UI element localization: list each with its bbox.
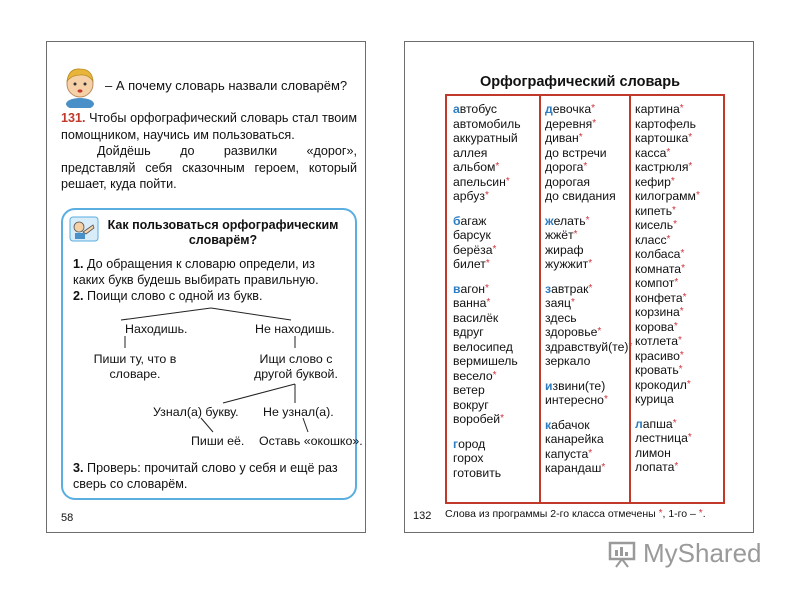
dictionary-word [453,369,521,384]
footnote-end: . [702,508,706,520]
word-first-letter: з [545,281,552,296]
word-rest: звини(те) [552,378,606,393]
dictionary-word [453,437,521,452]
word-star-mark: * [591,103,596,114]
word-star-mark: * [672,204,676,216]
word-first-letter: а [453,131,460,145]
word-rest: друг [459,325,484,339]
word-rest: жёт [553,228,574,242]
word-rest: оробей [459,412,501,426]
word-star-mark: * [484,190,489,201]
word-rest: ород [458,436,486,451]
word-first-letter: б [453,257,460,271]
howto-box [61,208,363,500]
dictionary-word [453,102,521,117]
word-first-letter: з [545,310,551,325]
dictionary-word [453,146,521,161]
dictionary-word [453,466,521,481]
word-first-letter: г [453,451,458,465]
dictionary-word [635,363,700,378]
dictionary-word [635,175,700,190]
dictionary-word [453,354,521,369]
word-star-mark: * [492,243,497,255]
word-rest: втобус [459,102,497,116]
word-first-letter: д [545,174,553,189]
word-rest: кастрюля [635,160,689,174]
word-star-mark: * [686,378,691,390]
word-star-mark: * [674,461,679,472]
dictionary-word [635,102,700,117]
word-first-letter: з [545,339,551,354]
word-first-letter: г [453,465,458,480]
dictionary-word [635,392,700,407]
word-rest: конфета [635,290,683,305]
word-star-mark: * [695,190,700,201]
word-first-letter: д [545,145,553,160]
word-star-mark: * [495,161,500,172]
word-rest: ермишель [459,354,518,368]
question-text: – А почему словарь назвали словарём? [105,78,348,93]
dictionary-word [635,431,700,446]
word-star-mark: * [628,340,633,352]
word-rest: дравствуй(те) [550,339,629,354]
word-rest: красиво [635,348,680,363]
dictionary-word [453,282,521,297]
word-rest: арсук [459,228,491,242]
word-first-letter: к [545,446,551,461]
word-rest: ужжит [553,257,589,271]
boy-avatar-icon [61,64,99,108]
word-first-letter: в [453,383,460,397]
word-first-letter: б [453,228,460,242]
word-rest: имон [642,445,671,460]
word-first-letter: в [453,310,460,325]
dictionary-word [545,296,632,311]
word-rest: десь [550,310,577,325]
exercise-line1: Чтобы орфографический словарь стал твоим помощником, научись им пользоваться. [61,111,357,142]
word-first-letter: л [635,460,643,474]
word-rest: еркало [550,354,591,368]
dictionary-word [453,383,521,398]
dictionary-word [545,160,632,175]
word-rest: нтересно [551,393,604,407]
exercise-line2: Дойдёшь до развилки «дорог», представляй себя сказочным героем, который решает, куда пойти. [61,144,357,191]
word-star-mark: * [583,161,588,172]
word-star-mark: * [681,262,685,274]
word-first-letter: ж [545,228,554,242]
dictionary-word [545,243,632,258]
word-star-mark: * [485,258,490,269]
word-first-letter: а [453,174,460,189]
dictionary-word [545,461,632,476]
word-rest: кефир [635,174,671,189]
word-star-mark: * [666,233,671,245]
exercise-text [61,110,357,193]
word-rest: елосипед [459,339,513,354]
word-star-mark: * [682,291,687,303]
dictionary-word [635,247,700,262]
dictionary-word [545,311,632,326]
column-divider-1 [539,96,541,502]
node-learned-letter: Узнал(а) букву. [153,405,239,419]
dictionary-word [635,305,700,320]
word-first-letter: к [545,461,551,475]
word-rest: крокодил [635,377,687,392]
word-rest: апуста [550,446,589,461]
word-star-mark: * [588,282,593,294]
word-rest: доровье [550,325,598,339]
dictionary-word [635,291,700,306]
word-first-letter: б [453,213,461,228]
word-rest: иван [552,131,579,145]
word-first-letter: ж [545,257,554,271]
word-rest: еревня [552,116,593,131]
node-write-as-dictionary: Пиши ту, что в словаре. [93,352,177,381]
right-page [404,41,754,533]
dictionary-word [545,189,632,204]
dictionary-word [545,393,632,408]
dictionary-word [545,340,632,355]
word-first-letter: в [453,296,460,310]
word-rest: абачок [551,417,590,432]
word-star-mark: * [678,335,682,346]
word-rest: ерёза [459,242,493,257]
word-rest: евочка [552,102,592,116]
dictionary-word [635,131,700,146]
word-first-letter: д [545,131,553,145]
left-page [46,41,366,533]
word-first-letter: в [453,281,461,296]
dictionary-word [635,117,700,132]
word-first-letter: з [545,325,551,339]
word-star-mark: * [674,277,679,288]
word-first-letter: д [545,189,553,203]
word-rest: корова [635,319,674,334]
dictionary-word [453,398,521,413]
dictionary-column-1 [453,102,521,480]
word-rest: апша [642,416,673,431]
word-rest: рбуз [459,189,485,203]
dictionary-word [545,175,632,190]
word-rest: втомобиль [459,116,521,131]
word-star-mark: * [505,175,510,187]
word-star-mark: * [500,413,505,424]
howto-title: Как пользоваться орфографическим словарём? [107,218,339,247]
dictionary-word [635,320,700,335]
dictionary-column-3 [635,102,700,475]
word-first-letter: л [635,431,643,445]
node-found: Находишь. [125,322,188,336]
dictionary-word [635,160,700,175]
word-star-mark: * [484,282,489,294]
exercise-number: 131. [61,111,86,125]
step-3: 3. Проверь: прочитай слово у себя и ещё раз сверь со словарём. [73,461,338,491]
dictionary-word [635,233,700,248]
word-rest: анарейка [550,432,604,446]
word-rest: о встречи [552,145,607,160]
word-star-mark: * [670,175,675,187]
dictionary-word [453,214,521,229]
dictionary-word [453,311,521,326]
word-rest: елать [553,213,586,228]
word-first-letter: ж [545,242,554,257]
word-star-mark: * [585,214,590,226]
word-first-letter: в [453,412,460,426]
node-not-found: Не находишь. [255,322,335,336]
word-rest: ккуратный [459,131,518,145]
word-first-letter: л [635,416,643,431]
word-rest: етер [459,383,485,397]
dictionary-word [453,257,521,272]
word-rest: орога [552,160,584,174]
dictionary-word [635,378,700,393]
word-star-mark: * [486,297,491,308]
word-rest: кисель [635,218,674,232]
dictionary-word [635,218,700,233]
word-rest: опата [642,460,675,474]
word-first-letter: з [545,354,551,368]
right-page-number: 132 [413,510,432,522]
dictionary-title: Орфографический словарь [479,74,681,90]
dictionary-word [545,325,632,340]
dictionary-word [635,349,700,364]
word-first-letter: л [635,445,643,460]
dictionary-word [545,432,632,447]
dictionary-word [453,189,521,204]
footnote-mid: , 1-го – [662,508,699,520]
dictionary-word [453,131,521,146]
word-first-letter: и [545,393,552,407]
presentation-board-icon [607,540,637,568]
word-first-letter: д [545,102,553,116]
word-first-letter: к [545,432,551,446]
dictionary-word [545,102,632,117]
word-star-mark: * [570,297,575,308]
dictionary-word [545,447,632,462]
word-first-letter: а [453,116,460,131]
word-first-letter: ж [545,213,554,228]
dictionary-word [545,418,632,433]
dictionary-word [635,417,700,432]
word-first-letter: а [453,102,460,116]
word-rest: автрак [551,281,589,296]
dictionary-word [545,214,632,229]
word-first-letter: в [453,354,460,368]
word-first-letter: в [453,397,460,412]
word-star-mark: * [679,103,684,114]
word-rest: аяц [550,296,571,310]
word-star-mark: * [603,394,608,405]
word-first-letter: и [545,378,553,393]
word-rest: анна [459,296,487,310]
word-rest: ираф [553,242,584,257]
word-star-mark: * [672,417,677,429]
word-star-mark: * [592,117,597,129]
word-rest: агон [460,281,485,296]
word-rest: есело [459,368,493,383]
node-not-learned: Не узнал(а). [263,405,334,419]
node-write-it: Пиши её. [191,434,245,448]
word-star-mark: * [688,132,693,143]
dictionary-word [635,204,700,219]
dictionary-word [545,257,632,272]
word-rest: кровать [635,363,679,377]
star-mark-grade2: * [658,508,663,519]
footnote [445,508,706,520]
dictionary-word [453,175,521,190]
word-first-letter: а [453,145,460,160]
dictionary-word [545,379,632,394]
node-leave-window: Оставь «окошко». [259,434,363,448]
word-first-letter: в [453,368,460,383]
word-star-mark: * [588,447,593,459]
word-star-mark: * [673,320,678,332]
word-rest: картошка [635,131,689,145]
word-first-letter: а [453,189,460,203]
dictionary-word [545,228,632,243]
word-first-letter: д [545,116,553,131]
word-first-letter: к [545,417,552,432]
word-star-mark: * [673,219,677,230]
dictionary-word [635,146,700,161]
dictionary-frame [445,94,725,504]
word-first-letter: з [545,296,551,310]
word-star-mark: * [679,349,684,361]
dictionary-word [453,340,521,355]
word-rest: котлета [635,334,679,348]
star-mark-grade1: * [698,508,703,519]
word-first-letter: а [453,160,460,174]
word-rest: орох [457,451,484,465]
word-rest: льбом [459,160,496,174]
word-rest: картина [635,102,680,116]
word-star-mark: * [687,432,692,443]
word-first-letter: в [453,339,460,354]
watermark-text: MyShared [643,538,762,568]
dictionary-word [635,446,700,461]
word-rest: компот [635,276,675,290]
word-rest: курица [635,392,674,406]
word-first-letter: д [545,160,553,174]
dictionary-word [635,460,700,475]
word-rest: орогая [552,174,591,189]
word-star-mark: * [573,229,578,240]
step-1: 1. До обращения к словарю определи, из каких букв будешь выбирать правильную. [73,257,319,287]
word-rest: корзина [635,305,680,319]
word-star-mark: * [688,161,693,172]
word-rest: ллея [459,145,488,160]
dictionary-word [545,282,632,297]
word-star-mark: * [666,146,671,158]
step-2: 2. Поищи слово с одной из букв. [73,289,263,303]
word-rest: о свидания [552,189,616,203]
dictionary-word [545,131,632,146]
dictionary-column-2 [545,102,632,476]
dictionary-word [453,412,521,427]
dictionary-word [453,117,521,132]
word-rest: комната [635,261,682,276]
word-star-mark: * [578,132,583,143]
dictionary-word [635,334,700,349]
word-rest: килограмм [635,189,696,203]
word-star-mark: * [588,258,593,269]
word-rest: агаж [460,213,487,228]
word-star-mark: * [492,369,497,381]
word-rest: пельсин [459,174,506,189]
dictionary-word [453,160,521,175]
dictionary-word [545,117,632,132]
word-star-mark: * [678,364,683,375]
dictionary-word [545,146,632,161]
word-rest: асилёк [459,310,499,325]
dictionary-word [453,228,521,243]
word-rest: отовить [457,465,502,480]
word-rest: картофель [635,116,696,131]
dictionary-word [453,243,521,258]
word-star-mark: * [601,462,606,473]
dictionary-word [453,325,521,340]
word-rest: арандаш [550,461,602,475]
word-rest: илет [459,257,486,271]
word-star-mark: * [679,306,684,317]
node-search-other-letter: Ищи слово с другой буквой. [254,352,338,381]
dictionary-word [635,276,700,291]
word-rest: класс [635,232,667,247]
dictionary-word [545,354,632,369]
word-first-letter: б [453,242,460,257]
word-rest: кипеть [635,203,673,218]
dictionary-word [453,451,521,466]
word-rest: округ [459,397,489,412]
left-page-number: 58 [61,512,74,524]
word-rest: колбаса [635,247,681,261]
dictionary-word [635,262,700,277]
word-first-letter: г [453,436,459,451]
word-rest: естница [642,431,688,445]
word-rest: касса [635,145,667,160]
word-star-mark: * [680,248,685,259]
dictionary-word [453,296,521,311]
word-first-letter: в [453,325,460,339]
dictionary-word [635,189,700,204]
footnote-text: Слова из программы 2-го класса отмечены [445,508,659,520]
word-star-mark: * [597,326,602,337]
